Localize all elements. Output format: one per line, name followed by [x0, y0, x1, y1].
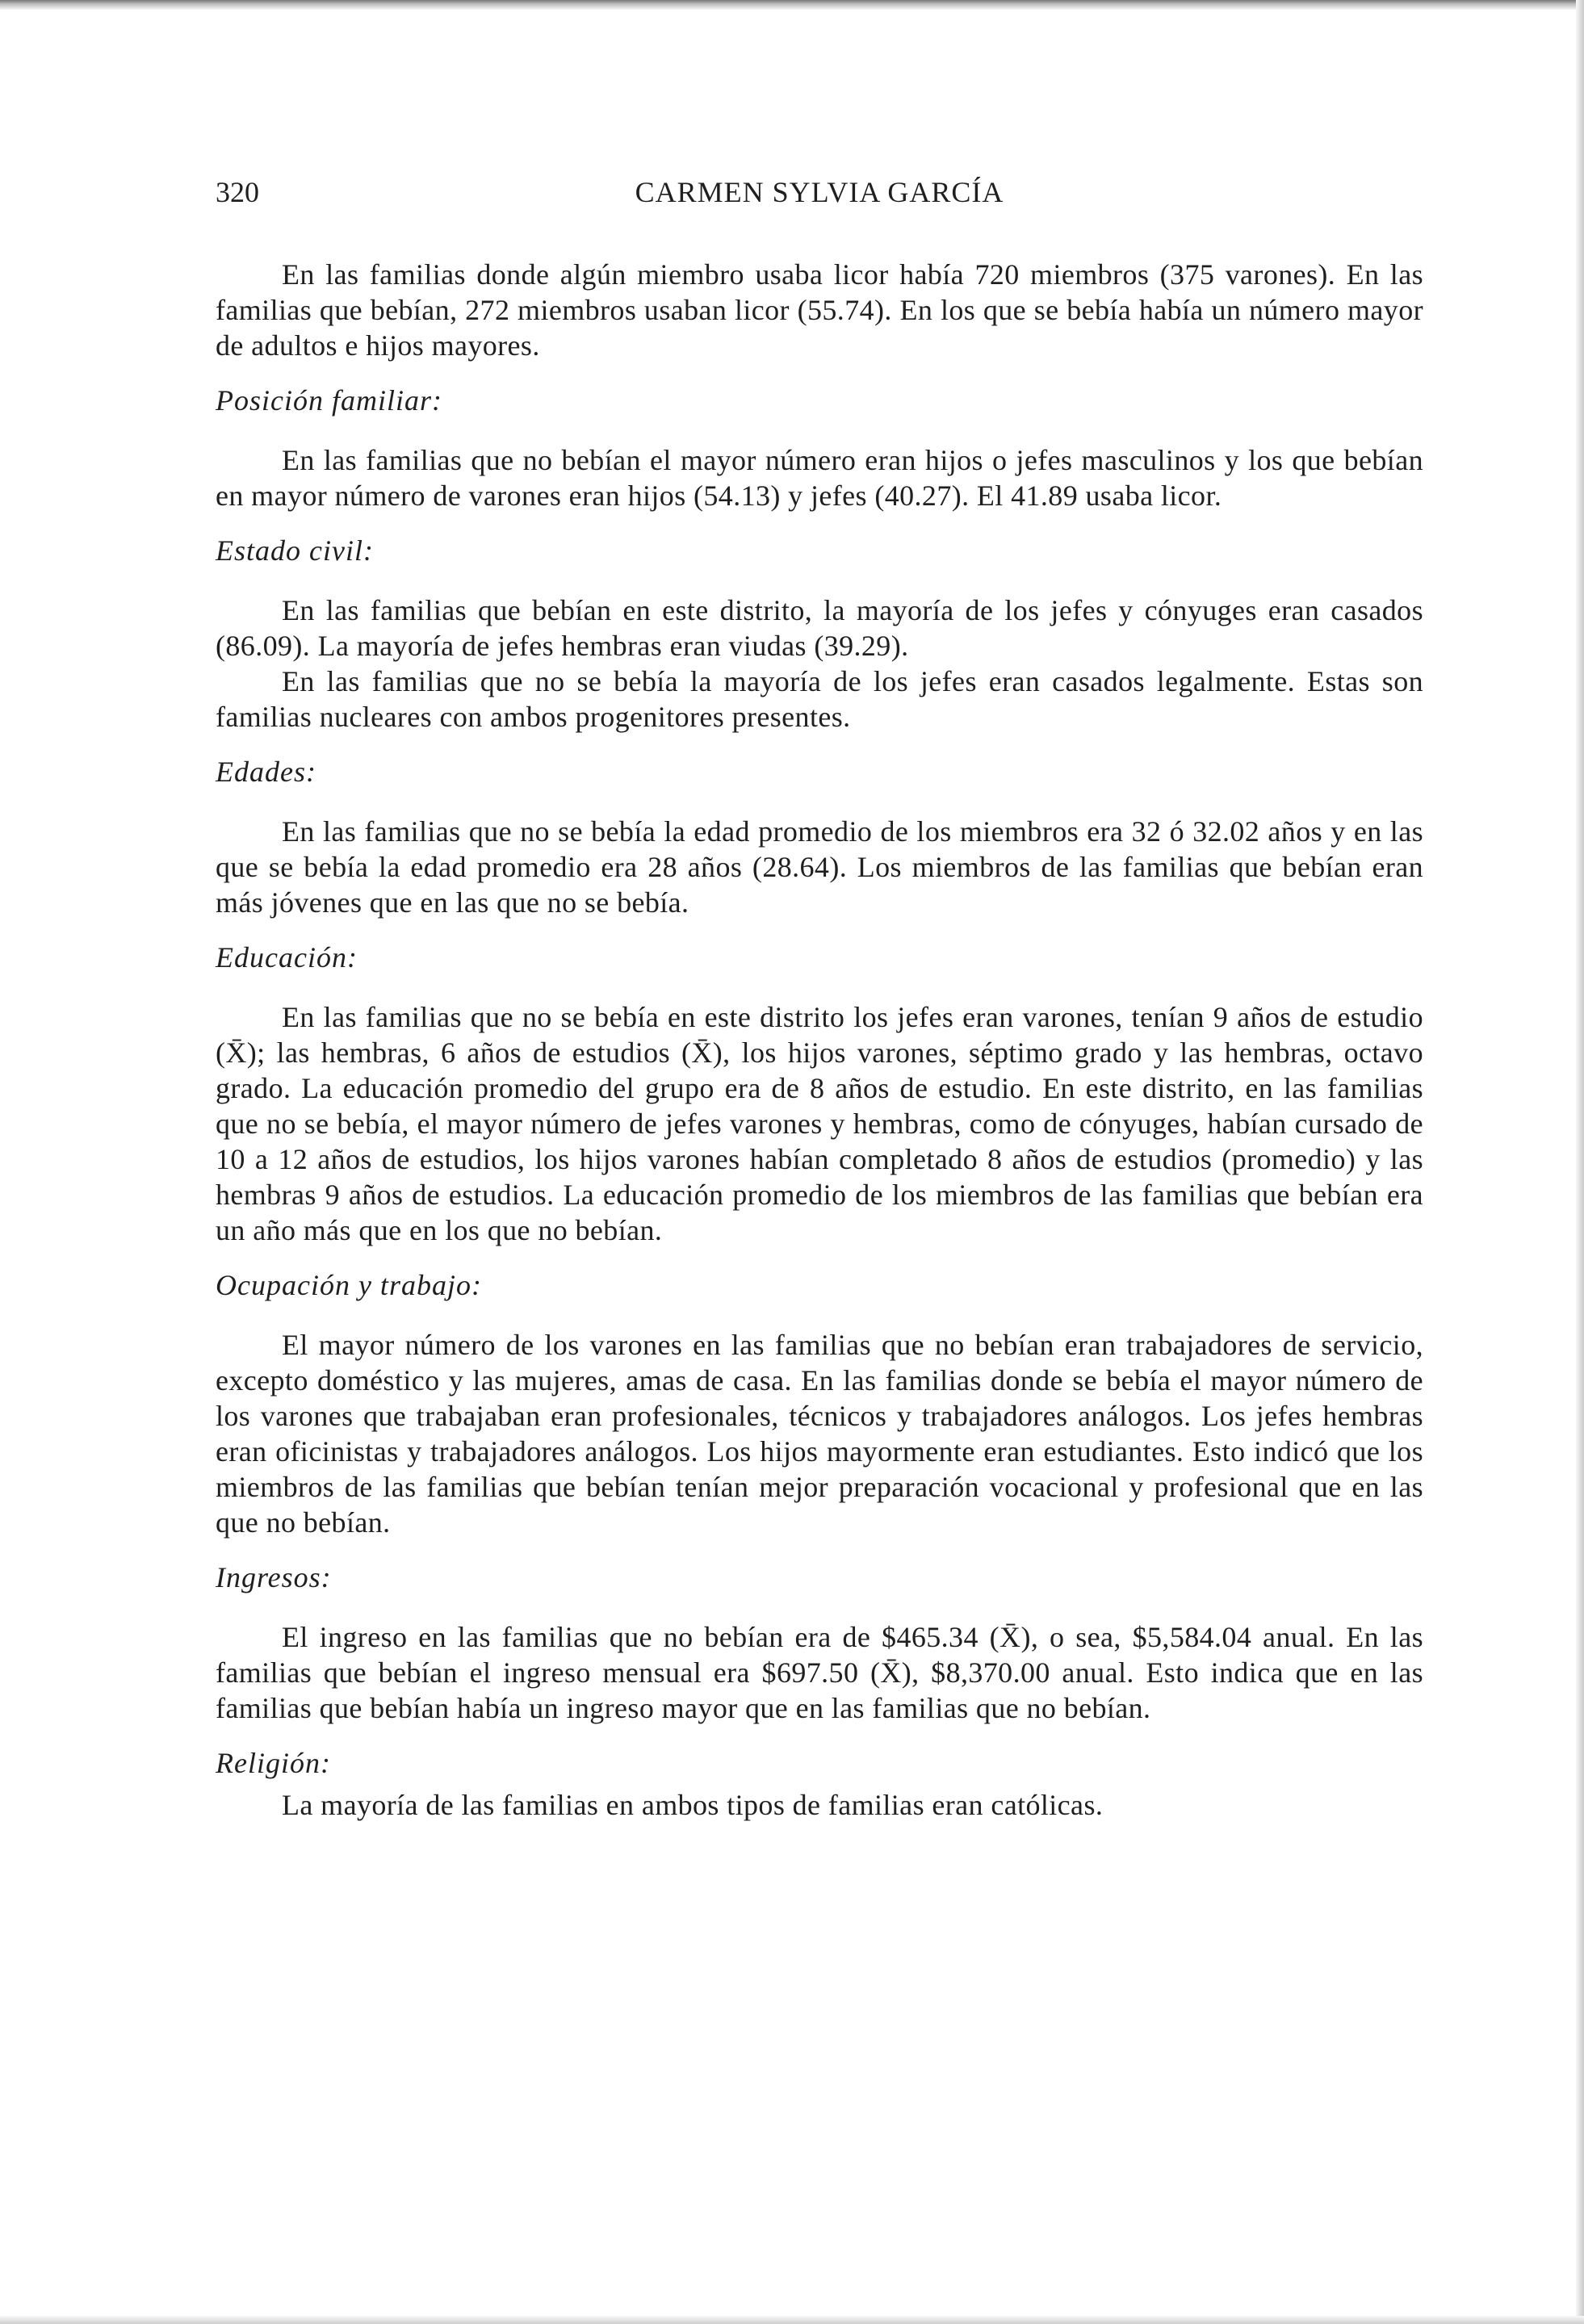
- section-paragraph: En las familias que bebían en este distrito, la mayoría de los jefes y cónyuges eran casados (86.09). La mayoría de jefes hembras eran viudas (39.29).: [216, 594, 1423, 662]
- section-paragraph: En las familias que no bebían el mayor número eran hijos o jefes masculinos y los que bebían en mayor número de varones eran hijos (54.13) y jefes (40.27). El 41.89 usaba licor.: [216, 444, 1423, 512]
- section-paragraph: El ingreso en las familias que no bebían era de $465.34 (X̄), o sea, $5,584.04 anual. En las familias que bebían el ingreso mensual era $697.50 (X̄), $8,370.00 anual. Esto indica que en las familias que bebían había un ingreso mayor que en las familias que no bebían.: [216, 1621, 1423, 1724]
- section-ocupacion-trabajo: [216, 1267, 1423, 1540]
- section-heading: Estado civil:: [216, 534, 374, 567]
- scan-right-edge: [1576, 0, 1584, 2324]
- running-title: CARMEN SYLVIA GARCÍA: [635, 176, 1004, 208]
- section-edades: [216, 754, 1423, 920]
- running-head: [216, 173, 1423, 211]
- section-religion: [216, 1745, 1423, 1823]
- page-content: [216, 173, 1423, 1823]
- section-heading: Educación:: [216, 941, 358, 974]
- scan-bottom-edge: [0, 2316, 1584, 2324]
- section-paragraph: En las familias que no se bebía la edad promedio de los miembros era 32 ó 32.02 años y en las que se bebía la edad promedio era 28 años (28.64). Los miembros de las familias que bebían eran más jóvenes que en las que no se bebía.: [216, 815, 1423, 919]
- section-educacion: [216, 940, 1423, 1248]
- section-ingresos: [216, 1560, 1423, 1726]
- scan-top-edge: [0, 0, 1584, 10]
- intro-paragraph: En las familias donde algún miembro usaba licor había 720 miembros (375 varones). En las familias que bebían, 272 miembros usaban licor (55.74). En los que se bebía había un número mayor de adultos e hijos mayores.: [216, 258, 1423, 362]
- page-number: 320: [216, 176, 259, 208]
- section-heading: Ingresos:: [216, 1561, 332, 1593]
- section-heading: Religión:: [216, 1747, 331, 1779]
- section-paragraph: El mayor número de los varones en las familias que no bebían eran trabajadores de servicio, excepto doméstico y las mujeres, amas de casa. En las familias donde se bebía el mayor número de los varones que trabajaban eran profesionales, técnicos y trabajadores análogos. Los jefes hembras eran oficinistas y trabajadores análogos. Los hijos mayormente eran estudiantes. Esto indicó que los miembros de las familias que bebían tenían mejor preparación vocacional y profesional que en las que no bebían.: [216, 1329, 1423, 1539]
- section-estado-civil: [216, 533, 1423, 735]
- section-posicion-familiar: [216, 383, 1423, 513]
- section-paragraph: En las familias que no se bebía en este distrito los jefes eran varones, tenían 9 años de estudio (X̄); las hembras, 6 años de estudios (X̄), los hijos varones, séptimo grado y las hembras, octavo grado. La educación promedio del grupo era de 8 años de estudio. En este distrito, en las familias que no se bebía, el mayor número de jefes varones y hembras, como de cónyuges, habían cursado de 10 a 12 años de estudios, los hijos varones habían completado 8 años de estudios (promedio) y las hembras 9 años de estudios. La educación promedio de los miembros de las familias que bebían era un año más que en los que no bebían.: [216, 1001, 1423, 1246]
- section-paragraph: En las familias que no se bebía la mayoría de los jefes eran casados legalmente. Estas son familias nucleares con ambos progenitores presentes.: [216, 665, 1423, 733]
- section-heading: Edades:: [216, 756, 316, 788]
- section-heading: Ocupación y trabajo:: [216, 1269, 482, 1301]
- section-heading: Posición familiar:: [216, 384, 442, 417]
- section-paragraph: La mayoría de las familias en ambos tipos de familias eran católicas.: [282, 1789, 1104, 1821]
